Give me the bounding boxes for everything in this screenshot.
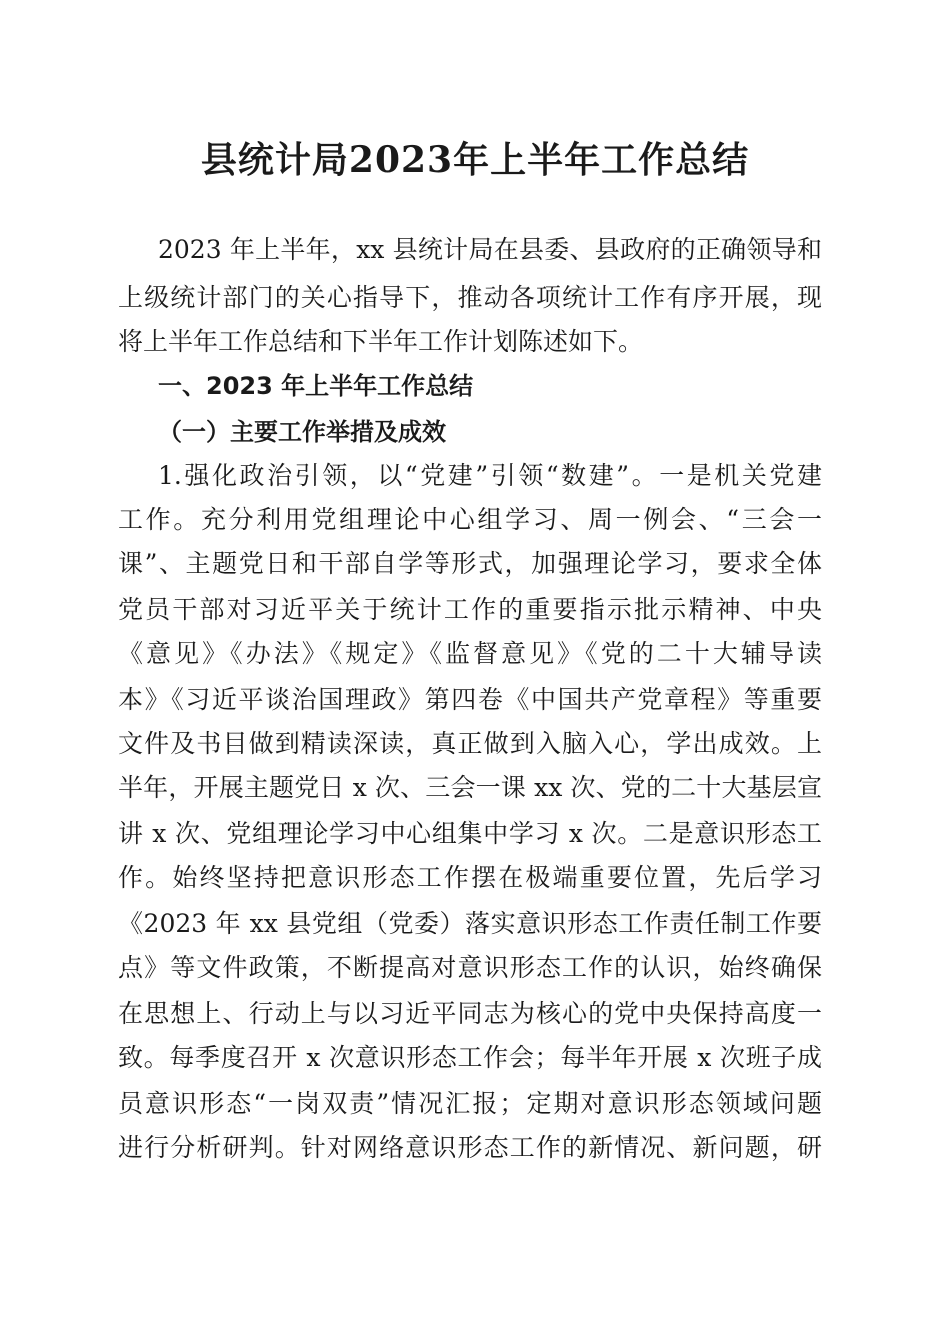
- paragraph-line: 工作。充分利用党组理论中心组学习、周一例会、“三会一: [118, 505, 822, 534]
- paragraph-line: 半年，开展主题党日 x 次、三会一课 xx 次、党的二十大基层宣: [118, 773, 822, 802]
- paragraph-line: 进行分析研判。针对网络意识形态工作的新情况、新问题，研: [118, 1133, 822, 1162]
- paragraph-line: 文件及书目做到精读深读，真正做到入脑入心，学出成效。上: [118, 729, 822, 758]
- paragraph-line: 员意识形态“一岗双责”情况汇报；定期对意识形态领域问题: [118, 1089, 822, 1118]
- paragraph-line: 将上半年工作总结和下半年工作计划陈述如下。: [118, 327, 644, 356]
- paragraph-line: 1.强化政治引领，以“党建”引领“数建”。一是机关党建: [158, 461, 822, 490]
- paragraph-line: 致。每季度召开 x 次意识形态工作会；每半年开展 x 次班子成: [118, 1043, 822, 1072]
- paragraph-line: 2023 年上半年，xx 县统计局在县委、县政府的正确领导和: [158, 235, 822, 264]
- paragraph-line: 在思想上、行动上与以习近平同志为核心的党中央保持高度一: [118, 999, 822, 1028]
- paragraph-line: 课”、主题党日和干部自学等形式，加强理论学习，要求全体: [118, 549, 822, 578]
- paragraph-line: 《意见》《办法》《规定》《监督意见》《党的二十大辅导读: [118, 639, 822, 668]
- paragraph-line: 上级统计部门的关心指导下，推动各项统计工作有序开展，现: [118, 283, 822, 312]
- paragraph-line: 点》等文件政策，不断提高对意识形态工作的认识，始终确保: [118, 953, 822, 982]
- paragraph-line: 作。始终坚持把意识形态工作摆在极端重要位置，先后学习: [118, 863, 822, 892]
- document-title: 县统计局2023年上半年工作总结: [200, 139, 750, 181]
- section-heading: 一、2023 年上半年工作总结: [158, 372, 474, 400]
- paragraph-line: 讲 x 次、党组理论学习中心组集中学习 x 次。二是意识形态工: [118, 819, 822, 848]
- paragraph-line: 党员干部对习近平关于统计工作的重要指示批示精神、中央: [118, 595, 822, 624]
- subsection-heading: （一）主要工作举措及成效: [158, 417, 446, 446]
- paragraph-line: 本》《习近平谈治国理政》第四卷《中国共产党章程》等重要: [118, 685, 822, 714]
- paragraph-line: 《2023 年 xx 县党组（党委）落实意识形态工作责任制工作要: [118, 909, 822, 938]
